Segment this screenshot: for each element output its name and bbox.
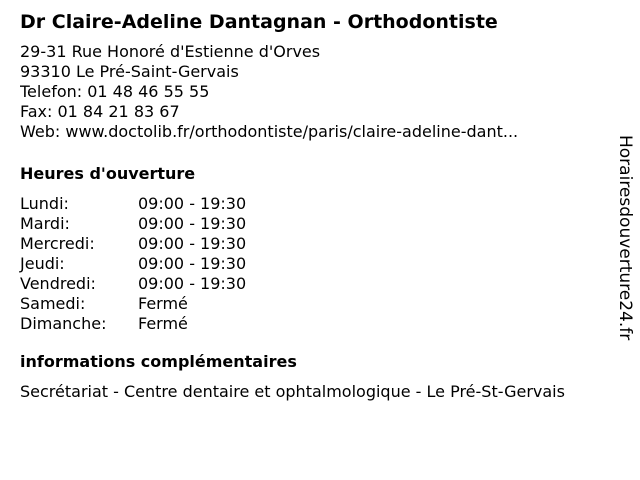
day-hours: 09:00 - 19:30 xyxy=(138,234,247,253)
day-label: Samedi: xyxy=(20,294,86,313)
opening-hours-list xyxy=(20,194,610,334)
city-address: 93310 Le Pré-Saint-Gervais xyxy=(20,62,239,81)
hours-row-saturday xyxy=(20,294,610,314)
street-address: 29-31 Rue Honoré d'Estienne d'Orves xyxy=(20,42,321,61)
hours-row-thursday xyxy=(20,254,610,274)
day-hours: 09:00 - 19:30 xyxy=(138,274,247,293)
business-details xyxy=(20,10,610,402)
hours-row-sunday xyxy=(20,314,610,334)
additional-info-text: Secrétariat - Centre dentaire et ophtalmologique - Le Pré-St-Gervais xyxy=(20,382,565,401)
hours-row-wednesday xyxy=(20,234,610,254)
phone-number: Telefon: 01 48 46 55 55 xyxy=(20,82,210,101)
day-label: Jeudi: xyxy=(20,254,65,273)
fax-number: Fax: 01 84 21 83 67 xyxy=(20,102,180,121)
day-hours: Fermé xyxy=(138,314,188,333)
website-link[interactable]: Web: www.doctolib.fr/orthodontiste/paris/claire-adeline-dant... xyxy=(20,122,519,141)
day-label: Vendredi: xyxy=(20,274,96,293)
address-block xyxy=(20,42,610,142)
day-hours: 09:00 - 19:30 xyxy=(138,214,247,233)
site-name-vertical: Horairesdouverture24.fr xyxy=(615,135,635,341)
hours-row-monday xyxy=(20,194,610,214)
day-label: Mardi: xyxy=(20,214,70,233)
day-label: Mercredi: xyxy=(20,234,95,253)
day-label: Dimanche: xyxy=(20,314,107,333)
day-hours: Fermé xyxy=(138,294,188,313)
hours-row-friday xyxy=(20,274,610,294)
day-hours: 09:00 - 19:30 xyxy=(138,254,247,273)
page-title: Dr Claire-Adeline Dantagnan - Orthodontiste xyxy=(20,11,498,33)
site-watermark xyxy=(612,135,636,341)
day-label: Lundi: xyxy=(20,194,69,213)
additional-info-heading: informations complémentaires xyxy=(20,352,297,371)
hours-row-tuesday xyxy=(20,214,610,234)
opening-hours-heading: Heures d'ouverture xyxy=(20,164,196,183)
day-hours: 09:00 - 19:30 xyxy=(138,194,247,213)
